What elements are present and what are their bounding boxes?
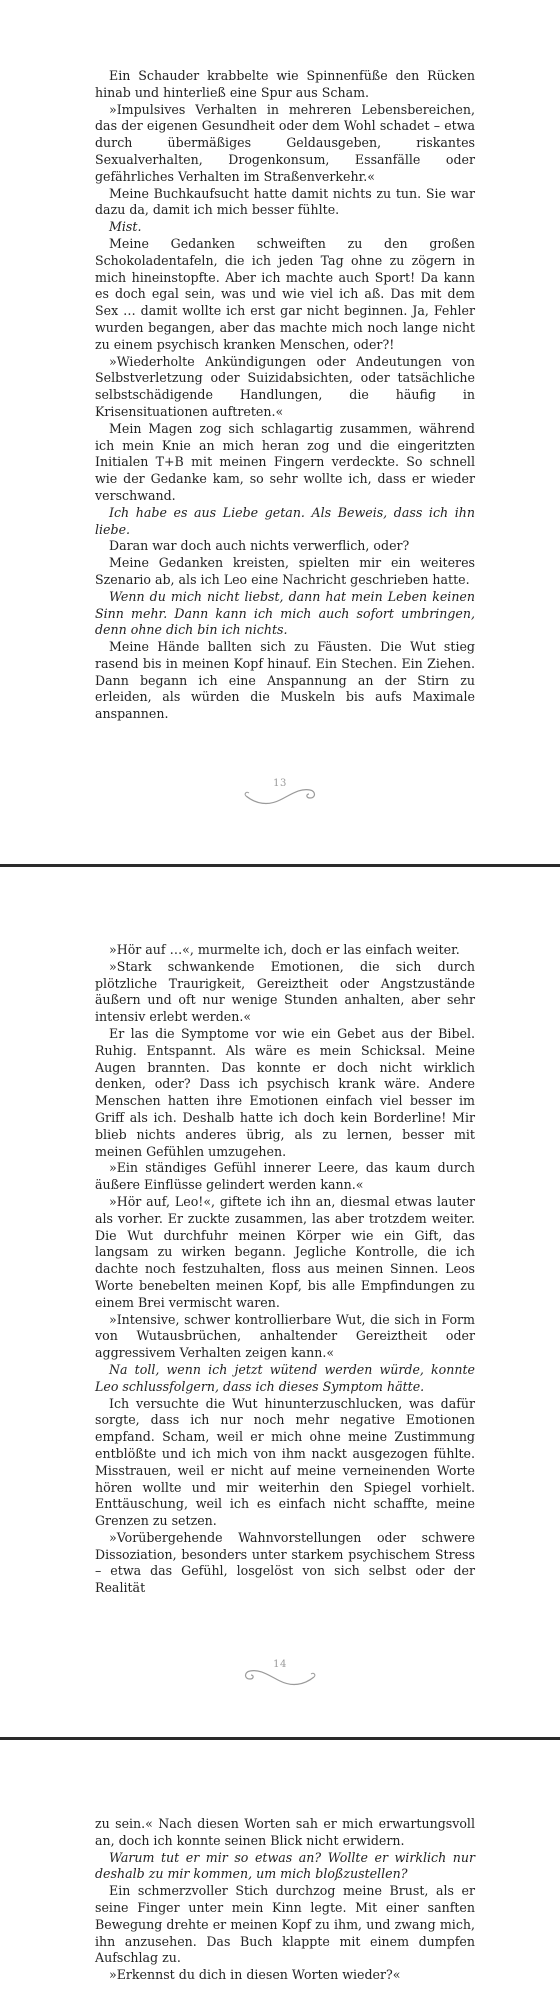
paragraph: Ich habe es aus Liebe getan. Als Beweis, dass ich ihn liebe. bbox=[95, 504, 475, 537]
page-text bbox=[95, 1816, 475, 1984]
paragraph: zu sein.« Nach diesen Worten sah er mich erwartungsvoll an, doch ich konnte seinen Blick nicht erwidern. bbox=[95, 1816, 475, 1848]
page-number-ornament bbox=[0, 776, 560, 810]
paragraph: »Hör auf, Leo!«, giftete ich ihn an, diesmal etwas lauter als vorher. Er zuckte zusammen, las aber trotzdem weiter. Die Wut durchfuhr meinen Körper wie ein Gift, das langsam zu wirken begann. Jegliche Kontrolle, die ich dachte noch festzuhalten, floss aus meinen Sinnen. Leos Worte benebelten meinen Kopf, bis alle Empfindungen zu einem Brei vermischt waren. bbox=[95, 1193, 475, 1310]
paragraph: »Impulsives Verhalten in mehreren Lebensbereichen, das der eigenen Gesundheit oder dem Wohl schadet – etwa durch übermäßiges Geldausgeben, riskantes Sexualverhalten, Drogenkonsum, Essanfälle oder gefährliches Verhalten im Straßenverkehr.« bbox=[95, 101, 475, 184]
book-page-15 bbox=[0, 1742, 560, 2000]
paragraph: »Hör auf …«, murmelte ich, doch er las einfach weiter. bbox=[109, 942, 460, 957]
paragraph: »Stark schwankende Emotionen, die sich durch plötzliche Traurigkeit, Gereiztheit oder Angstzustände äußern und oft nur wenige Stunden anhalten, aber sehr intensiv erlebt werden.« bbox=[95, 958, 475, 1025]
page-text bbox=[95, 68, 475, 723]
page-text bbox=[95, 942, 475, 1597]
page-divider bbox=[0, 864, 560, 867]
page-number: 13 bbox=[273, 778, 287, 789]
paragraph: Er las die Symptome vor wie ein Gebet aus der Bibel. Ruhig. Entspannt. Als wäre es mein Schicksal. Meine Augen brannten. Das konnte er doch nicht wirklich denken, oder? Dass ich psychisch krank wäre. Andere Menschen hatten ihre Emotionen einfach viel besser im Griff als ich. Deshalb hatte ich doch kein Borderline! Mir blieb nichts anderes übrig, als zu lernen, besser mit meinen Gefühlen umzugehen. bbox=[95, 1025, 475, 1159]
paragraph: »Vorübergehende Wahnvorstellungen oder schwere Dissoziation, besonders unter starkem psychischem Stress – etwa das Gefühl, losgelöst von sich selbst oder der Realität bbox=[95, 1529, 475, 1596]
paragraph: »Erkennst du dich in diesen Worten wieder?« bbox=[109, 1967, 401, 1983]
paragraph: »Ein ständiges Gefühl innerer Leere, das kaum durch äußere Einflüsse gelindert werden kann.« bbox=[95, 1160, 475, 1193]
book-page-14 bbox=[0, 869, 560, 1735]
paragraph: Wenn du mich nicht liebst, dann hat mein Leben keinen Sinn mehr. Dann kann ich mich auch sofort umbringen, denn ohne dich bin ich nichts. bbox=[95, 588, 475, 638]
paragraph: Warum tut er mir so etwas an? Wollte er wirklich nur deshalb zu mir kommen, um mich bloßzustellen? bbox=[95, 1849, 475, 1882]
paragraph: Meine Buchkaufsucht hatte damit nichts zu tun. Sie war dazu da, damit ich mich besser fühlte. bbox=[95, 185, 475, 218]
page-number: 14 bbox=[273, 1659, 287, 1670]
paragraph: Daran war doch auch nichts verwerflich, oder? bbox=[109, 538, 410, 554]
paragraph: »Wiederholte Ankündigungen oder Andeutungen von Selbstverletzung oder Suizidabsichten, oder tatsächliche selbstschädigende Handlungen, die häufig in Krisensituationen auftreten.« bbox=[95, 353, 475, 419]
paragraph: Ein schmerzvoller Stich durchzog meine Brust, als er seine Finger unter mein Kinn legte. Mit einer sanften Bewegung drehte er meinen Kopf zu ihm, und zwang mich, ihn anzusehen. Das Buch klappte mit einem dumpfen Aufschlag zu. bbox=[95, 1883, 475, 1966]
paragraph: Meine Gedanken kreisten, spielten mir ein weiteres Szenario ab, als ich Leo eine Nachricht geschrieben hatte. bbox=[95, 555, 475, 587]
paragraph: Meine Gedanken schweiften zu den großen Schokoladentafeln, die ich jeden Tag ohne zu zögern in mich hineinstopfte. Aber ich machte auch Sport! Da kann es doch egal sein, was und wie viel ich aß. Das mit dem Sex … damit wollte ich erst gar nicht beginnen. Ja, Fehler wurden begangen, aber das machte mich noch lange nicht zu einem psychisch kranken Menschen, oder?! bbox=[95, 235, 475, 352]
book-page-13 bbox=[0, 0, 560, 862]
paragraph: Ein Schauder krabbelte wie Spinnenfüße den Rücken hinab und hinterließ eine Spur aus Scham. bbox=[95, 68, 475, 100]
paragraph: Ich versuchte die Wut hinunterzuschlucken, was dafür sorgte, dass ich nur noch mehr negative Emotionen empfand. Scham, weil er mich ohne meine Zustimmung entblößte und ich mich von ihm nackt ausgezogen fühlte. Misstrauen, weil er nicht auf meine verneinenden Worte hören wollte und mir weiterhin den Spiegel vorhielt. Enttäuschung, weil ich es einfach nicht schaffte, meine Grenzen zu setzen. bbox=[95, 1395, 475, 1529]
paragraph: Na toll, wenn ich jetzt wütend werden würde, konnte Leo schlussfolgern, dass ich dieses Symptom hätte. bbox=[95, 1361, 475, 1394]
paragraph: »Intensive, schwer kontrollierbare Wut, die sich in Form von Wutausbrüchen, anhaltender Gereiztheit oder aggressivem Verhalten zeigen kann.« bbox=[95, 1311, 475, 1361]
paragraph: Mist. bbox=[109, 219, 142, 235]
paragraph: Mein Magen zog sich schlagartig zusammen, während ich mein Knie an mich heran zog und die eingeritzten Initialen T+B mit meinen Fingern verdeckte. So schnell wie der Gedanke kam, so sehr wollte ich, dass er wieder verschwand. bbox=[95, 420, 475, 503]
page-divider bbox=[0, 1737, 560, 1740]
paragraph: Meine Hände ballten sich zu Fäusten. Die Wut stieg rasend bis in meinen Kopf hinauf. Ein Stechen. Ein Ziehen. Dann begann ich eine Anspannung an der Stirn zu erleiden, als würden die Muskeln bis aufs Maximale anspannen. bbox=[95, 639, 475, 722]
page-number-ornament bbox=[0, 1657, 560, 1691]
